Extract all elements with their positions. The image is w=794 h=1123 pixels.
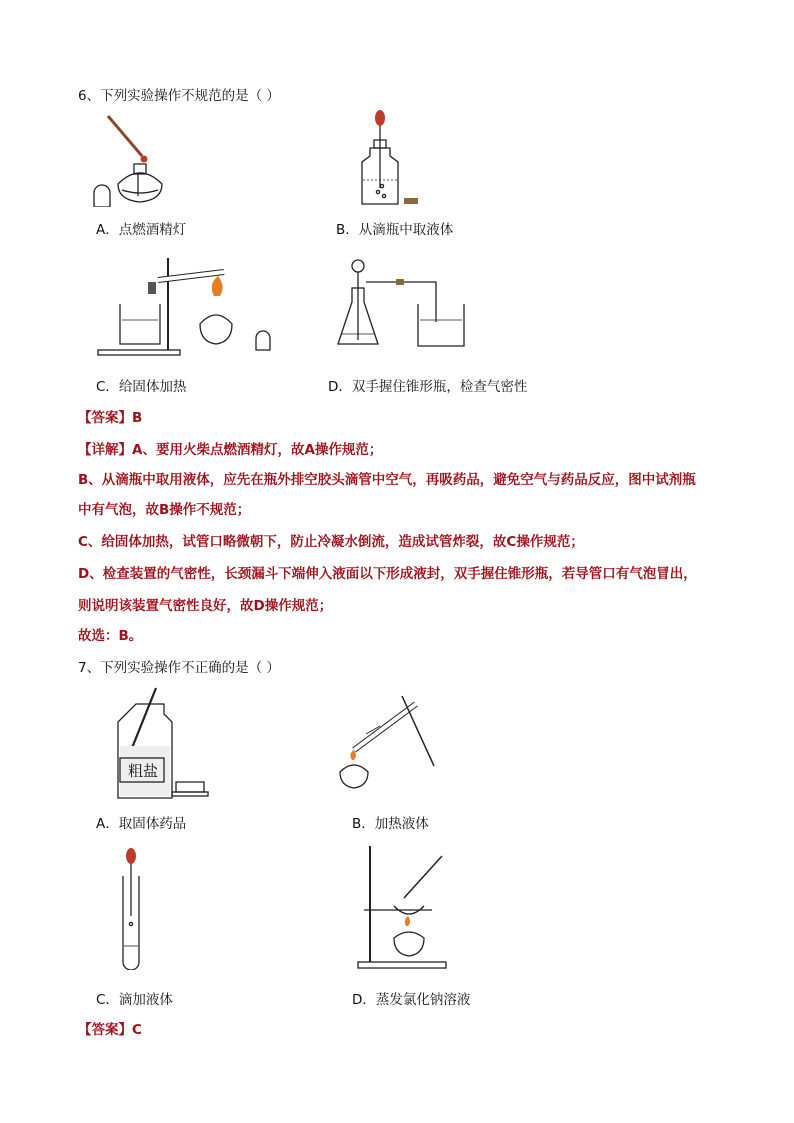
q7-option-d: D．蒸发氯化钠溶液 [352,992,471,1008]
q7-answer: 【答案】C [78,1022,142,1038]
q6-option-c: C．给固体加热 [96,379,187,395]
q6-detail-line-3: 中有气泡，故B操作不规范； [78,502,251,518]
q7-option-b: B．加热液体 [352,816,429,832]
q6-detail-line-5: D、检查装置的气密性，长颈漏斗下端伸入液面以下形成液封，双手握住锥形瓶，若导管口有气泡冒出， [78,566,697,582]
q6-detail-line-2: B、从滴瓶中取用液体，应先在瓶外排空胶头滴管中空气，再吸药品，避免空气与药品反应，图中试剂瓶 [78,472,696,488]
q6-detail-line-4: C、给固体加热，试管口略微朝下，防止冷凝水倒流，造成试管炸裂，故C操作规范； [78,534,584,550]
q6-stem: 6、下列实验操作不规范的是（ ） [78,88,280,104]
q7-figure-d [354,842,454,972]
q7-jar-label: 粗盐 [127,762,158,780]
q7-figure-c [116,846,146,970]
q6-option-a: A．点燃酒精灯 [96,222,187,238]
q6-detail-line-7: 故选：B。 [78,628,143,644]
q6-detail-line-6: 则说明该装置气密性良好，故D操作规范； [78,598,333,614]
q6-figure-a [90,112,180,207]
q6-answer: 【答案】B [78,410,143,426]
q6-detail-line-1: 【详解】A、要用火柴点燃酒精灯，故A操作规范； [78,442,383,458]
q6-option-d: D．双手握住锥形瓶，检查气密性 [328,379,528,395]
q7-option-a: A．取固体药品 [96,816,187,832]
q6-figure-c [96,254,276,358]
q6-option-b: B．从滴瓶中取液体 [336,222,454,238]
q6-figure-d [336,254,476,354]
q7-figure-a [110,684,220,800]
q7-figure-b [330,690,440,790]
q7-stem: 7、下列实验操作不正确的是（ ） [78,660,280,676]
q6-figure-b [352,106,422,210]
q7-option-c: C．滴加液体 [96,992,173,1008]
